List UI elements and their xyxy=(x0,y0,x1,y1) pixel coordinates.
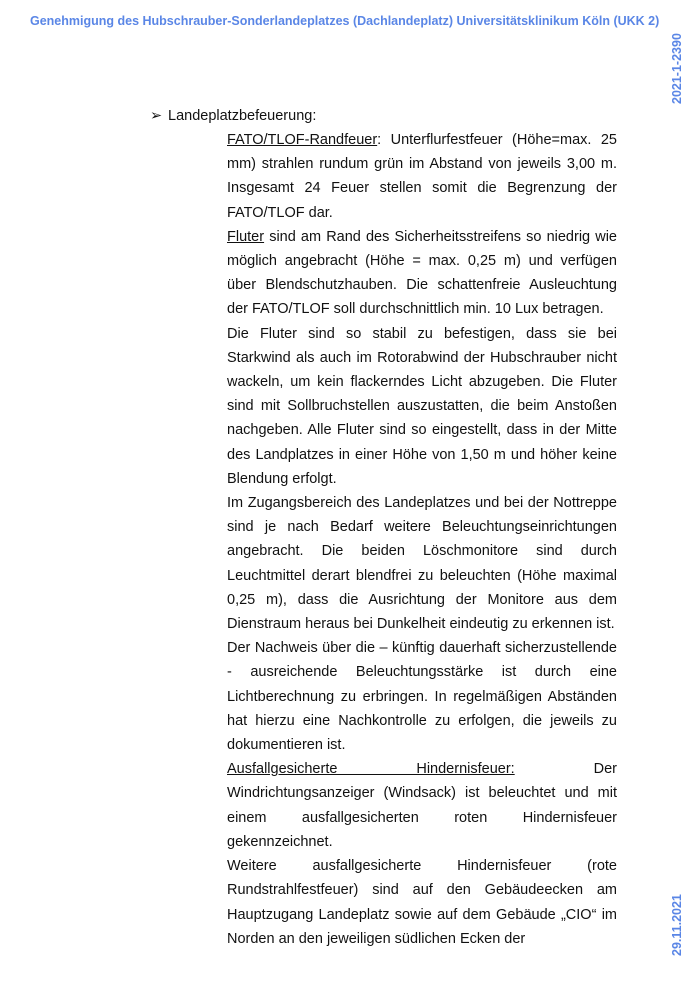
paragraph-text: Der Windrichtungsanzeiger (Windsack) ist beleuchtet und mit einem ausfallgesicherten roten Hindernisfeuer gekennzeichnet. xyxy=(227,761,617,850)
paragraph-proof: Der Nachweis über die – künftig dauerhaft sicherzustellende - ausreichende Beleuchtungsstärke ist durch eine Lichtberechnung zu erbringen. In regelmäßigen Abständen hat hierzu eine Nachkontrolle zu erfolgen, die jeweils zu dokumentieren ist. xyxy=(227,640,617,754)
paragraph-fluter-stability: Die Fluter sind so stabil zu befestigen, dass sie bei Starkwind als auch im Rotorabwind der Hubschrauber nicht wackeln, um kein flackerndes Licht abzugeben. Die Fluter sind mit Sollbruchstellen auszustatten, die beim Anstoßen nachgeben. Alle Fluter sind so eingestellt, dass in der Mitte des Landplatzes in einer Höhe von 1,50 m und höher keine Blendung erfolgt. xyxy=(227,325,617,487)
arrow-bullet-icon: ➢ xyxy=(150,108,163,124)
paragraph-fato-tlof xyxy=(227,128,617,225)
paragraph-access-lighting: Im Zugangsbereich des Landeplatzes und bei der Nottreppe sind je nach Bedarf weitere Beleuchtungseinrichtungen angebracht. Die beiden Löschmonitore sind durch Leuchtmittel derart blendfrei zu beleuchten (Höhe maximal 0,25 m), dass die Ausrichtung der Monitore aus dem Dienstraum heraus bei Dunkelheit eindeutig zu erkennen ist. xyxy=(227,495,617,633)
paragraph-fluter xyxy=(227,225,617,322)
document-header: Genehmigung des Hubschrauber-Sonderlandeplatzes (Dachlandeplatz) Universitätsklinikum Köln (UKK 2) xyxy=(30,14,660,28)
paragraph-text: : Unterflurfestfeuer (Höhe=max. 25 mm) strahlen rundum grün im Abstand von jeweils 3,00 m. Insgesamt 24 Feuer stellen somit die Begrenzung der FATO/TLOF dar. xyxy=(227,132,617,221)
term-ausfallgesicherte-hindernisfeuer: Ausfallgesicherte Hindernisfeuer: xyxy=(227,761,515,778)
paragraph-text: sind am Rand des Sicherheitsstreifens so niedrig wie möglich angebracht (Höhe = max. 0,25 m) und verfügen über Blendschutzhauben. Die schattenfreie Ausleuchtung der FATO/TLOF soll durchschnittlich min. 10 Lux betragen. xyxy=(227,228,617,318)
document-date-margin: 29.11.2021 xyxy=(670,894,684,956)
document-id-margin: 2021-1-2390 xyxy=(670,33,684,104)
paragraph-obstacle-lights xyxy=(227,757,617,854)
paragraph-further-obstacle-lights: Weitere ausfallgesicherte Hindernisfeuer (rote Rundstrahlfestfeuer) sind auf den Gebäudeecken am Hauptzugang Landeplatz sowie auf dem Gebäude „CIO“ im Norden an den jeweiligen südlichen Ecken der xyxy=(227,858,617,947)
section-body xyxy=(227,128,617,951)
term-fluter: Fluter xyxy=(227,228,265,245)
term-fato-tlof-randfeuer: FATO/TLOF-Randfeuer xyxy=(227,132,378,148)
section-heading-line xyxy=(150,104,316,128)
section-heading: Landeplatzbefeuerung: xyxy=(168,108,317,124)
